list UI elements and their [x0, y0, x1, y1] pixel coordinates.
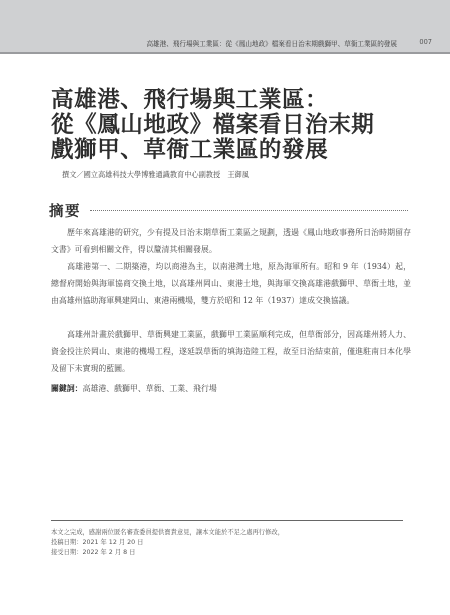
author-byline: 撰文／國立高雄科技大學博雅通識教育中心副教授 王御風 [62, 170, 249, 179]
footnote-accepted-date: 接受日期：2022 年 2 月 8 日 [51, 549, 136, 556]
footnote-submitted-date: 投稿日期：2021 年 12 月 20 日 [51, 539, 144, 546]
abstract-heading: 摘要 [49, 203, 81, 220]
abstract-paragraph: 歷年來高雄港的研究，少有提及日治末期草衙工業區之規劃，透過《鳳山地政事務所日治時期留存文書》可看到相關文件，得以釐清其相關發展。 [51, 228, 411, 254]
title-line: 從《鳳山地政》檔案看日治末期 [51, 112, 375, 138]
keywords-line [51, 380, 411, 397]
title-line: 高雄港、飛行場與工業區： [51, 87, 329, 113]
abstract-paragraph: 高雄州計畫於戲獅甲、草衙興建工業區，戲獅甲工業區順利完成，但草衙部分，因高雄州將人力、資金投注於岡山、東港的機場工程，遂延誤草衙的填海造陸工程，故至日治結束前，僅進駐南日本化學及留下未實現的藍圖。 [51, 330, 411, 373]
title-line: 戲獅甲、草衙工業區的發展 [51, 137, 329, 163]
abstract-paragraph: 高雄港第一、二期築港，均以商港為主，以南港灣土地，原為海軍所有。昭和 9 年（1934）起，總督府開始與海軍協商交換土地，以高雄州岡山、東港土地，與海軍交換高雄港戲獅甲、草衙土地，並由高雄州協助海軍興建岡山、東港兩機場，雙方於昭和 12 年（1937）達成交換協議。 [51, 262, 411, 305]
keywords-label: 關鍵詞： [51, 384, 83, 393]
article-title [51, 88, 411, 163]
footnotes [51, 528, 411, 558]
running-head: 高雄港、飛行場與工業區：從《鳳山地政》檔案看日治末期戲獅甲、草衙工業區的發展 [146, 40, 397, 48]
footnote-acknowledgement: 本文之完成，感謝兩位匿名審查委員提供寶貴意見，讓本文能於不足之處再行修改， [51, 529, 284, 536]
keywords-list: 高雄港、戲獅甲、草衙、工業、飛行場 [82, 384, 217, 393]
abstract-rule [90, 210, 408, 211]
footnote-rule [51, 520, 403, 521]
page-number: 007 [419, 38, 432, 46]
header-divider [0, 52, 450, 54]
